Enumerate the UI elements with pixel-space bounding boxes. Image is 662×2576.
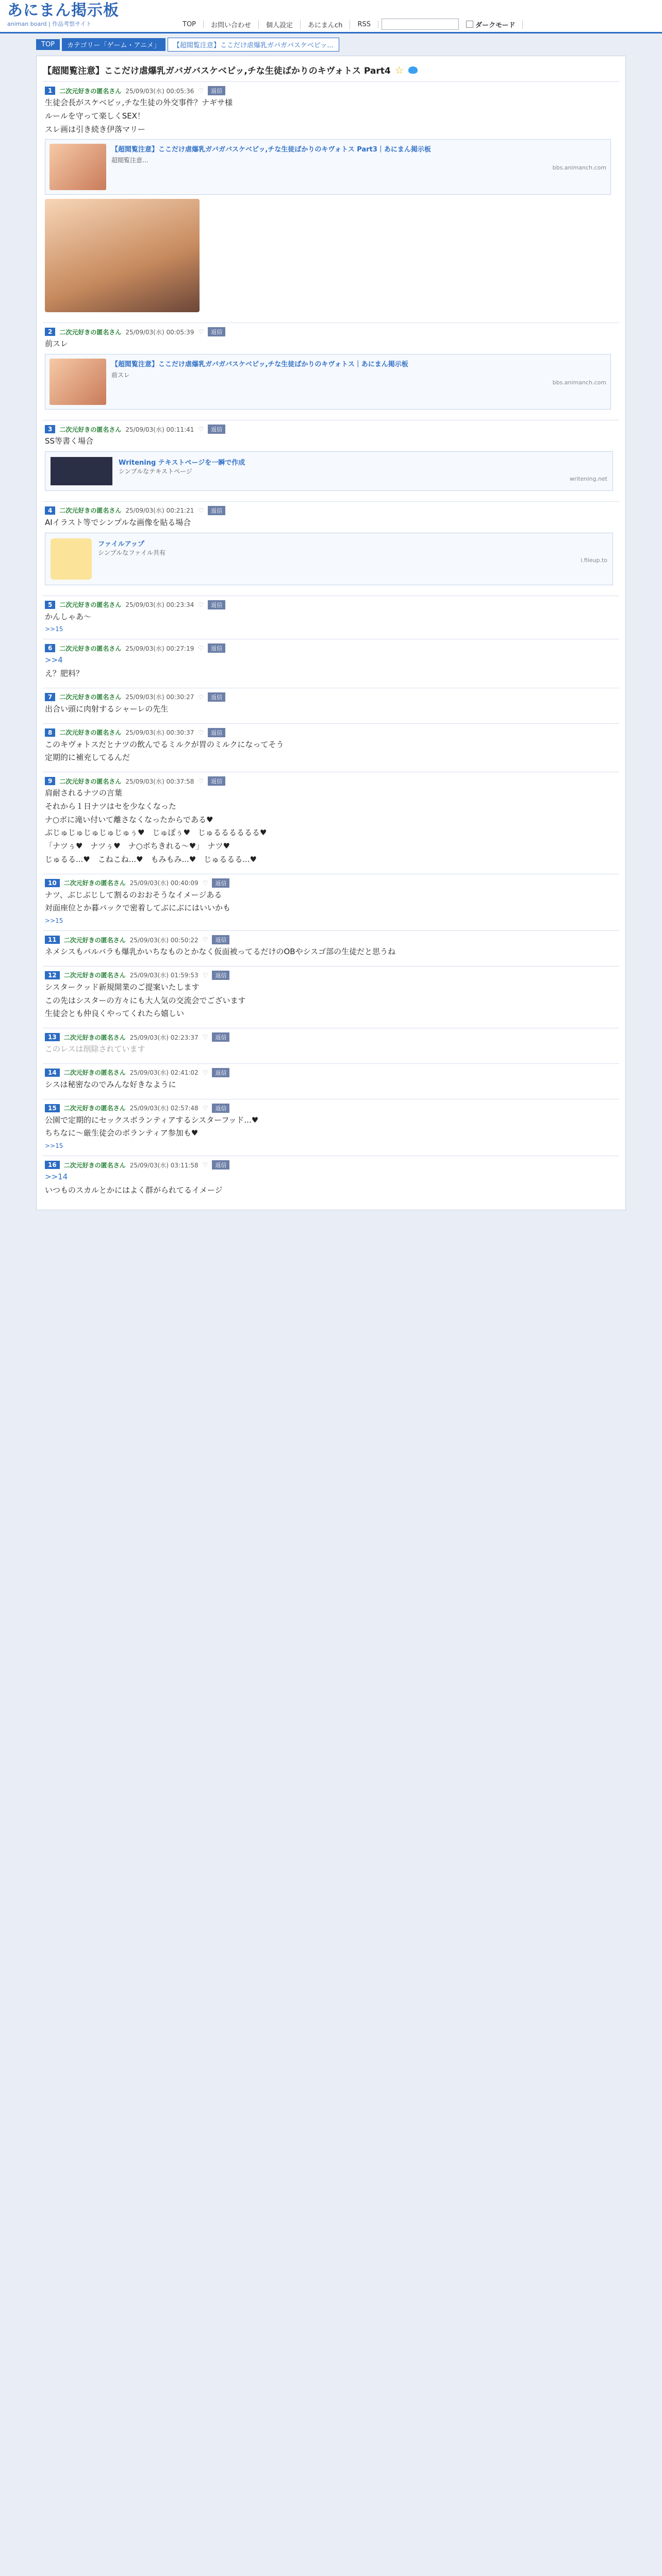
dark-mode-toggle[interactable]: ダークモード	[459, 20, 523, 29]
card-desc: シンプルなテキストページ	[119, 467, 192, 475]
reply-count-icon[interactable]: ♡	[198, 328, 204, 336]
post-number[interactable]: 2	[45, 328, 55, 336]
poster-name: 二次元好きの匿名さん	[63, 1069, 126, 1077]
card-url: i.fileup.to	[581, 556, 607, 564]
reply-count-icon[interactable]: ♡	[202, 971, 208, 979]
post	[43, 323, 619, 420]
post-number[interactable]: 14	[45, 1069, 60, 1077]
crumb-category[interactable]: カテゴリー「ゲーム・アニメ」	[62, 38, 166, 51]
poster-name: 二次元好きの匿名さん	[63, 1105, 126, 1112]
post	[43, 874, 619, 931]
reply-count-icon[interactable]: ♡	[198, 693, 204, 701]
post-number[interactable]: 6	[45, 644, 55, 652]
reply-count-icon[interactable]: ♡	[202, 879, 208, 887]
post-text: 対面座位とか暮バックで密着してぶにぶにはいいかも	[45, 903, 231, 913]
report-button[interactable]: 返信	[208, 506, 225, 515]
post-date: 25/09/03(水) 00:27:19	[125, 645, 194, 652]
post-body	[45, 1044, 617, 1055]
reply-count-icon[interactable]: ♡	[198, 506, 204, 514]
card-title: ファイルアップ	[98, 540, 144, 548]
header	[0, 0, 662, 33]
post-date: 25/09/03(水) 02:41:02	[129, 1069, 198, 1077]
reply-count-icon[interactable]: ♡	[202, 1069, 208, 1076]
post	[43, 1063, 619, 1099]
post-text: ぶじゅじゅじゅじゅじゅぅ♥ じゅぽぅ♥ じゅるるるるるる♥	[45, 828, 267, 838]
post-body	[45, 788, 617, 866]
post-date: 25/09/03(水) 03:11:58	[129, 1161, 198, 1169]
poster-name: 二次元好きの匿名さん	[63, 1033, 126, 1041]
site-title[interactable]: あにまん掲示板	[7, 2, 119, 20]
post-header	[45, 643, 617, 653]
post	[43, 966, 619, 1028]
report-button[interactable]: 返信	[212, 878, 229, 888]
post-body	[45, 1115, 617, 1140]
post-header	[45, 878, 617, 888]
card-url: bbs.animanch.com	[552, 164, 606, 172]
post	[43, 420, 619, 501]
thread-title-row	[43, 63, 619, 76]
post-number[interactable]: 3	[45, 425, 55, 433]
card-title: 【超閲覧注意】ここだけ虐爆乳ガバガバスケベピッ,チな生徒ばかりのキヴォトス Part3｜あにまん掲示板	[111, 146, 431, 154]
post-text: それから１日ナツはセを少なくなった	[45, 801, 176, 811]
reply-count-icon[interactable]: ♡	[198, 87, 204, 94]
card-thumbnail	[49, 144, 106, 190]
post-text: 「ナツぅ♥ ナツぅ♥ ナ○ボちきれる〜♥」 ナツ♥	[45, 841, 230, 851]
post-header	[45, 1032, 617, 1042]
post-text: ナツ、ぶじぶじして割るのおおそうなイメージある	[45, 890, 222, 900]
post-body	[45, 1079, 617, 1091]
report-button[interactable]: 返信	[208, 776, 225, 786]
poster-name: 二次元好きの匿名さん	[59, 693, 122, 701]
post-text: >>4	[45, 655, 63, 665]
post-text: 出合い頭に肉射するシャーレの先生	[45, 704, 169, 714]
post-text: この先はシスターの方々にも大人気の交流会でございます	[45, 995, 246, 1005]
post-number[interactable]: 16	[45, 1161, 60, 1169]
link-card[interactable]	[45, 451, 613, 491]
link-card[interactable]	[45, 139, 611, 195]
post-header	[45, 935, 617, 944]
post-number[interactable]: 12	[45, 971, 60, 979]
post-date: 25/09/03(水) 00:50:22	[129, 936, 198, 944]
link-card[interactable]	[45, 354, 611, 410]
reply-count-icon[interactable]: ♡	[202, 936, 208, 943]
post-date: 25/09/03(水) 02:23:37	[129, 1033, 198, 1041]
post-text: 生徒会長がスケベピッ,チな生徒の外交事件？ナギサ様	[45, 98, 233, 107]
poster-name: 二次元好きの匿名さん	[59, 729, 122, 736]
post-date: 25/09/03(水) 00:21:21	[125, 507, 194, 515]
post-body	[45, 436, 617, 491]
post-text: 定期的に補充してるんだ	[45, 753, 130, 762]
poster-name: 二次元好きの匿名さん	[63, 879, 126, 887]
post-header	[45, 86, 617, 95]
card-desc: 前スレ	[111, 371, 130, 379]
post-body	[45, 890, 617, 914]
post-text: シスタークッド新規開業のご提案いたします	[45, 982, 200, 992]
reply-count-icon[interactable]: ♡	[198, 601, 204, 608]
post-header	[45, 776, 617, 786]
site-subtitle: animan board | 作品考察サイト	[7, 21, 92, 27]
card-url: bbs.animanch.com	[552, 379, 606, 386]
report-button[interactable]: 返信	[208, 692, 225, 702]
post-list	[43, 81, 619, 1205]
post-text: スレ画は引き続き伊落マリー	[45, 124, 146, 134]
report-button[interactable]: 返信	[212, 1068, 229, 1077]
card-thumbnail	[49, 359, 106, 405]
post-text: 生徒会とも仲良くやってくれたら嬉しい	[45, 1009, 185, 1019]
report-button[interactable]: 返信	[208, 86, 225, 95]
post-number[interactable]: 4	[45, 506, 55, 515]
post-header	[45, 327, 617, 336]
post-body	[45, 946, 617, 958]
nav-contact[interactable]: お問い合わせ	[204, 20, 259, 29]
poster-name: 二次元好きの匿名さん	[63, 936, 126, 944]
post-text: かんしゃあ〜	[45, 612, 92, 621]
reply-count-icon[interactable]: ♡	[198, 645, 204, 652]
post-number[interactable]: 11	[45, 936, 60, 944]
post	[43, 772, 619, 874]
post	[43, 1099, 619, 1156]
post-text: このキヴォトスだとナツの飲んでるミルクが胃のミルクになってそう	[45, 739, 284, 749]
post-number[interactable]: 10	[45, 879, 60, 887]
post-text: SS等書く場合	[45, 436, 94, 446]
post	[43, 596, 619, 639]
post-body	[45, 739, 617, 764]
post-text: このレスは削除されています	[45, 1044, 145, 1054]
post-body	[45, 1172, 617, 1196]
post	[43, 930, 619, 966]
report-button[interactable]: 返信	[208, 728, 225, 737]
poster-name: 二次元好きの匿名さん	[59, 426, 122, 433]
thread-title: 【超閲覧注意】ここだけ虐爆乳ガバガバスケベピッ,チな生徒ばかりのキヴォトス Part4	[43, 66, 391, 76]
post-text: じゅるる...♥ こねこね...♥ もみもみ...♥ じゅるるる...♥	[45, 854, 257, 864]
reply-link[interactable]: >>15	[45, 917, 63, 924]
post-text: ネメシスもバルバラも爆乳かいちなものとかなく仮面被ってるだけのOBやシスゴ部の生徒だと思うね	[45, 947, 396, 956]
post-text: え？肥料？	[45, 669, 84, 678]
post-header	[45, 506, 617, 515]
post-text: シスは秘密なのでみんな好きなように	[45, 1079, 176, 1089]
file-icon	[51, 538, 92, 580]
poster-name: 二次元好きの匿名さん	[63, 972, 126, 979]
report-button[interactable]: 返信	[212, 1160, 229, 1170]
post-body	[45, 338, 617, 410]
reply-count-icon[interactable]: ♡	[198, 777, 204, 785]
post-text: 前スレ	[45, 339, 69, 349]
post-text: ちちなに〜厳生徒会のボランティア参加も♥	[45, 1128, 198, 1138]
poster-name: 二次元好きの匿名さん	[59, 507, 122, 515]
post-date: 25/09/03(水) 02:57:48	[129, 1105, 198, 1112]
post-date: 25/09/03(水) 01:59:53	[129, 972, 198, 979]
poster-name: 二次元好きの匿名さん	[59, 87, 122, 95]
card-title: 【超閲覧注意】ここだけ虐爆乳ガバガバスケベピッ,チな生徒ばかりのキヴォトス｜あにまん掲示板	[111, 361, 408, 368]
card-thumbnail	[51, 457, 112, 485]
post-header	[45, 600, 617, 609]
checkbox-icon	[466, 21, 473, 28]
post-date: 25/09/03(水) 00:05:39	[125, 328, 194, 336]
card-desc: 超閲覧注意...	[111, 157, 148, 164]
twitter-share-icon[interactable]	[408, 66, 418, 74]
site-logo[interactable]	[7, 2, 119, 28]
poster-name: 二次元好きの匿名さん	[59, 645, 122, 652]
post-text: 公園で定期的にセックスボランティアするシスターフッド...♥	[45, 1115, 259, 1125]
report-button[interactable]: 返信	[212, 1104, 229, 1113]
post-date: 25/09/03(水) 00:23:34	[125, 601, 194, 608]
post-text: ルールを守って楽しくSEX！	[45, 111, 145, 121]
post-text: AIイラスト等でシンプルな画像を貼る場合	[45, 517, 191, 527]
post-date: 25/09/03(水) 00:05:36	[125, 87, 194, 95]
reply-count-icon[interactable]: ♡	[202, 1033, 208, 1041]
post-number[interactable]: 8	[45, 728, 55, 737]
post-date: 25/09/03(水) 00:30:37	[125, 729, 194, 736]
nav-rss[interactable]: RSS	[350, 21, 378, 28]
reply-count-icon[interactable]: ♡	[198, 426, 204, 433]
post-header	[45, 1068, 617, 1077]
reply-count-icon[interactable]: ♡	[202, 1161, 208, 1168]
post	[43, 639, 619, 688]
post-text: 肩耐されるナツの言葉	[45, 788, 122, 798]
breadcrumb	[36, 33, 626, 56]
post-body	[45, 517, 617, 585]
post-header	[45, 728, 617, 737]
poster-name: 二次元好きの匿名さん	[59, 601, 122, 608]
report-button[interactable]: 返信	[208, 425, 225, 434]
link-card[interactable]	[45, 533, 613, 585]
post-date: 25/09/03(水) 00:37:58	[125, 777, 194, 785]
thread-container	[36, 56, 626, 1210]
reply-count-icon[interactable]: ♡	[198, 728, 204, 736]
post-text: >>14	[45, 1172, 68, 1181]
reply-link[interactable]: >>15	[45, 1142, 63, 1149]
post-date: 25/09/03(水) 00:40:09	[129, 879, 198, 887]
card-title: Writening テキストページを一瞬で作成	[119, 459, 245, 467]
report-button[interactable]: 返信	[212, 935, 229, 944]
post-body	[45, 655, 617, 680]
post-date: 25/09/03(水) 00:11:41	[125, 426, 194, 433]
post-image[interactable]	[45, 199, 200, 312]
post-date: 25/09/03(水) 00:30:27	[125, 693, 194, 701]
nav-animanch[interactable]: あにまんch	[301, 20, 350, 29]
post-number[interactable]: 7	[45, 693, 55, 701]
global-nav	[175, 16, 523, 32]
post-text: ナ○ボに滝い付いて離さなくなったからである♥	[45, 815, 213, 824]
favorite-star-icon[interactable]: ☆	[394, 63, 404, 76]
post-number[interactable]: 5	[45, 601, 55, 609]
post-header	[45, 692, 617, 702]
post-number[interactable]: 1	[45, 87, 55, 95]
post-number[interactable]: 13	[45, 1033, 60, 1041]
report-button[interactable]: 返信	[208, 643, 225, 653]
nav-settings[interactable]: 個人設定	[259, 20, 301, 29]
post-body	[45, 982, 617, 1020]
crumb-top[interactable]: TOP	[36, 39, 60, 50]
post	[43, 81, 619, 323]
poster-name: 二次元好きの匿名さん	[59, 777, 122, 785]
card-desc: シンプルなファイル共有	[98, 549, 166, 556]
post	[43, 688, 619, 723]
post-number[interactable]: 9	[45, 777, 55, 785]
reply-link[interactable]: >>15	[45, 625, 63, 633]
report-button[interactable]: 返信	[208, 600, 225, 609]
reply-count-icon[interactable]: ♡	[202, 1104, 208, 1112]
post-text: いつものスカルとかにはよく群がられてるイメージ	[45, 1185, 223, 1195]
post-header	[45, 1160, 617, 1170]
crumb-thread: 【超閲覧注意】ここだけ虐爆乳ガバガバスケベピッ...	[168, 38, 339, 52]
post	[43, 723, 619, 772]
nav-top[interactable]: TOP	[175, 21, 204, 28]
post	[43, 501, 619, 596]
post-header	[45, 1104, 617, 1113]
post-header	[45, 425, 617, 434]
search-input[interactable]	[382, 19, 459, 30]
post-body	[45, 704, 617, 715]
post-body	[45, 97, 617, 312]
card-url: writening.net	[569, 475, 607, 482]
report-button[interactable]: 返信	[208, 327, 225, 336]
report-button[interactable]: 返信	[212, 971, 229, 980]
post	[43, 1028, 619, 1063]
report-button[interactable]: 返信	[212, 1032, 229, 1042]
post-number[interactable]: 15	[45, 1104, 60, 1112]
post-body	[45, 612, 617, 623]
poster-name: 二次元好きの匿名さん	[63, 1161, 126, 1169]
post	[43, 1156, 619, 1205]
post-header	[45, 971, 617, 980]
poster-name: 二次元好きの匿名さん	[59, 328, 122, 336]
